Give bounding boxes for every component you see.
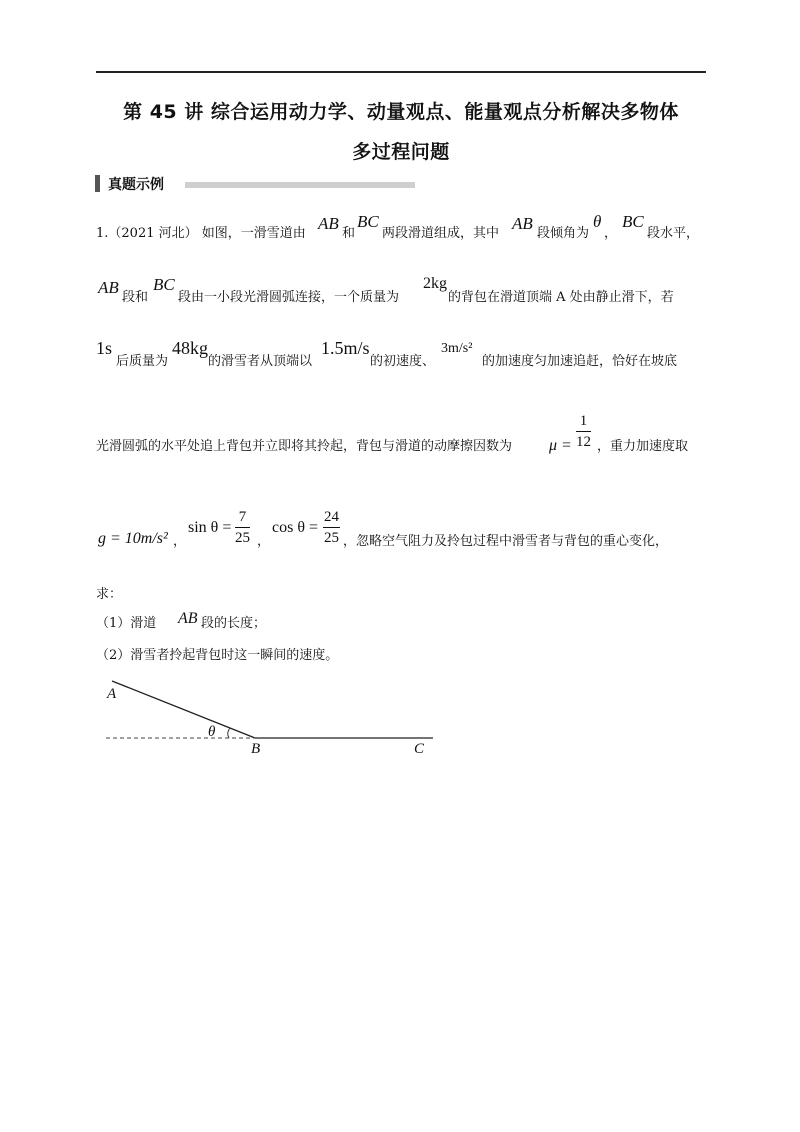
text-segment-3: 段水平， [647,226,700,241]
question-1-suffix: 段的长度； [201,616,267,631]
label-a: A [107,686,117,702]
fraction-sin [235,510,250,546]
symbol-bc: BC [357,212,379,231]
slope-ab-line [112,681,255,738]
slope-diagram [100,676,440,758]
text-segment-1: 后质量为 [116,354,169,369]
label-c: C [414,741,425,757]
section-marker [95,175,100,192]
top-rule [96,71,706,73]
question-1-prefix: （1）滑道 [96,616,157,631]
text-segment-1: 两段滑道组成，其中 [382,226,500,241]
value-mass-skier: 48kg [172,338,208,358]
symbol-ab: AB [178,610,198,627]
fraction-mu [576,414,591,450]
text-he: 和 [342,226,356,241]
angle-arc [228,728,230,738]
page-title-line1: 第 45 讲 综合运用动力学、动量观点、能量观点分析解决多物体 [123,101,679,123]
label-theta: θ [208,724,216,740]
symbol-theta: θ [593,212,602,231]
symbol-bc: BC [153,275,175,294]
value-gravity [98,531,168,547]
page-title-line2: 多过程问题 [352,141,450,163]
text-segment-2: 的滑雪者从顶端以 [208,354,313,369]
text-segment-2: ，重力加速度取 [597,439,689,454]
fraction-numerator: 1 [579,413,588,429]
fraction-numerator: 7 [238,509,247,525]
sin-expression: sin θ = [188,519,232,536]
symbol-ab: AB [318,214,339,233]
text-comma: ， [604,226,618,241]
section-underline [185,182,415,188]
text-segment-3: 的背包在滑道顶端 A 处由静止滑下，若 [448,290,674,305]
value-mass-backpack: 2kg [423,275,447,292]
text-segment-4: 的加速度匀加速追赶，恰好在坡底 [482,354,678,369]
question-prompt: 求： [96,587,123,602]
value-acceleration: 3m/s² [441,341,473,356]
fraction-denominator: 25 [235,530,250,546]
text-segment-2: 段由一小段光滑圆弧连接，一个质量为 [178,290,400,305]
text-segment-3: 的初速度、 [370,354,436,369]
text-segment-1: ，忽略空气阻力及拎包过程中滑雪者与背包的重心变化， [343,534,669,549]
fraction-denominator: 12 [576,434,591,450]
text-segment-1: 段和 [122,290,149,305]
text-segment-1: 光滑圆弧的水平处追上背包并立即将其拎起，背包与滑道的动摩擦因数为 [96,439,513,454]
cos-expression: cos θ = [272,519,319,536]
fraction-denominator: 25 [324,530,339,546]
problem-number-source: 1.（2021 河北） 如图，一滑雪道由 [96,226,306,241]
symbol-ab: AB [98,278,119,297]
text-comma: ， [173,534,187,549]
fraction-numerator: 24 [324,509,339,525]
symbol-g: g = 10m/s² [98,530,168,547]
text-comma: ， [257,534,271,549]
label-b: B [251,741,261,757]
text-segment-2: 段倾角为 [537,226,590,241]
value-initial-speed: 1.5m/s [321,338,370,358]
fraction-cos [323,510,340,546]
symbol-ab: AB [512,214,533,233]
symbol-mu: μ = [549,437,572,454]
value-time: 1s [96,338,113,358]
section-heading: 真题示例 [108,177,164,193]
symbol-bc: BC [622,212,644,231]
question-2: （2）滑雪者拎起背包时这一瞬间的速度。 [96,648,339,663]
